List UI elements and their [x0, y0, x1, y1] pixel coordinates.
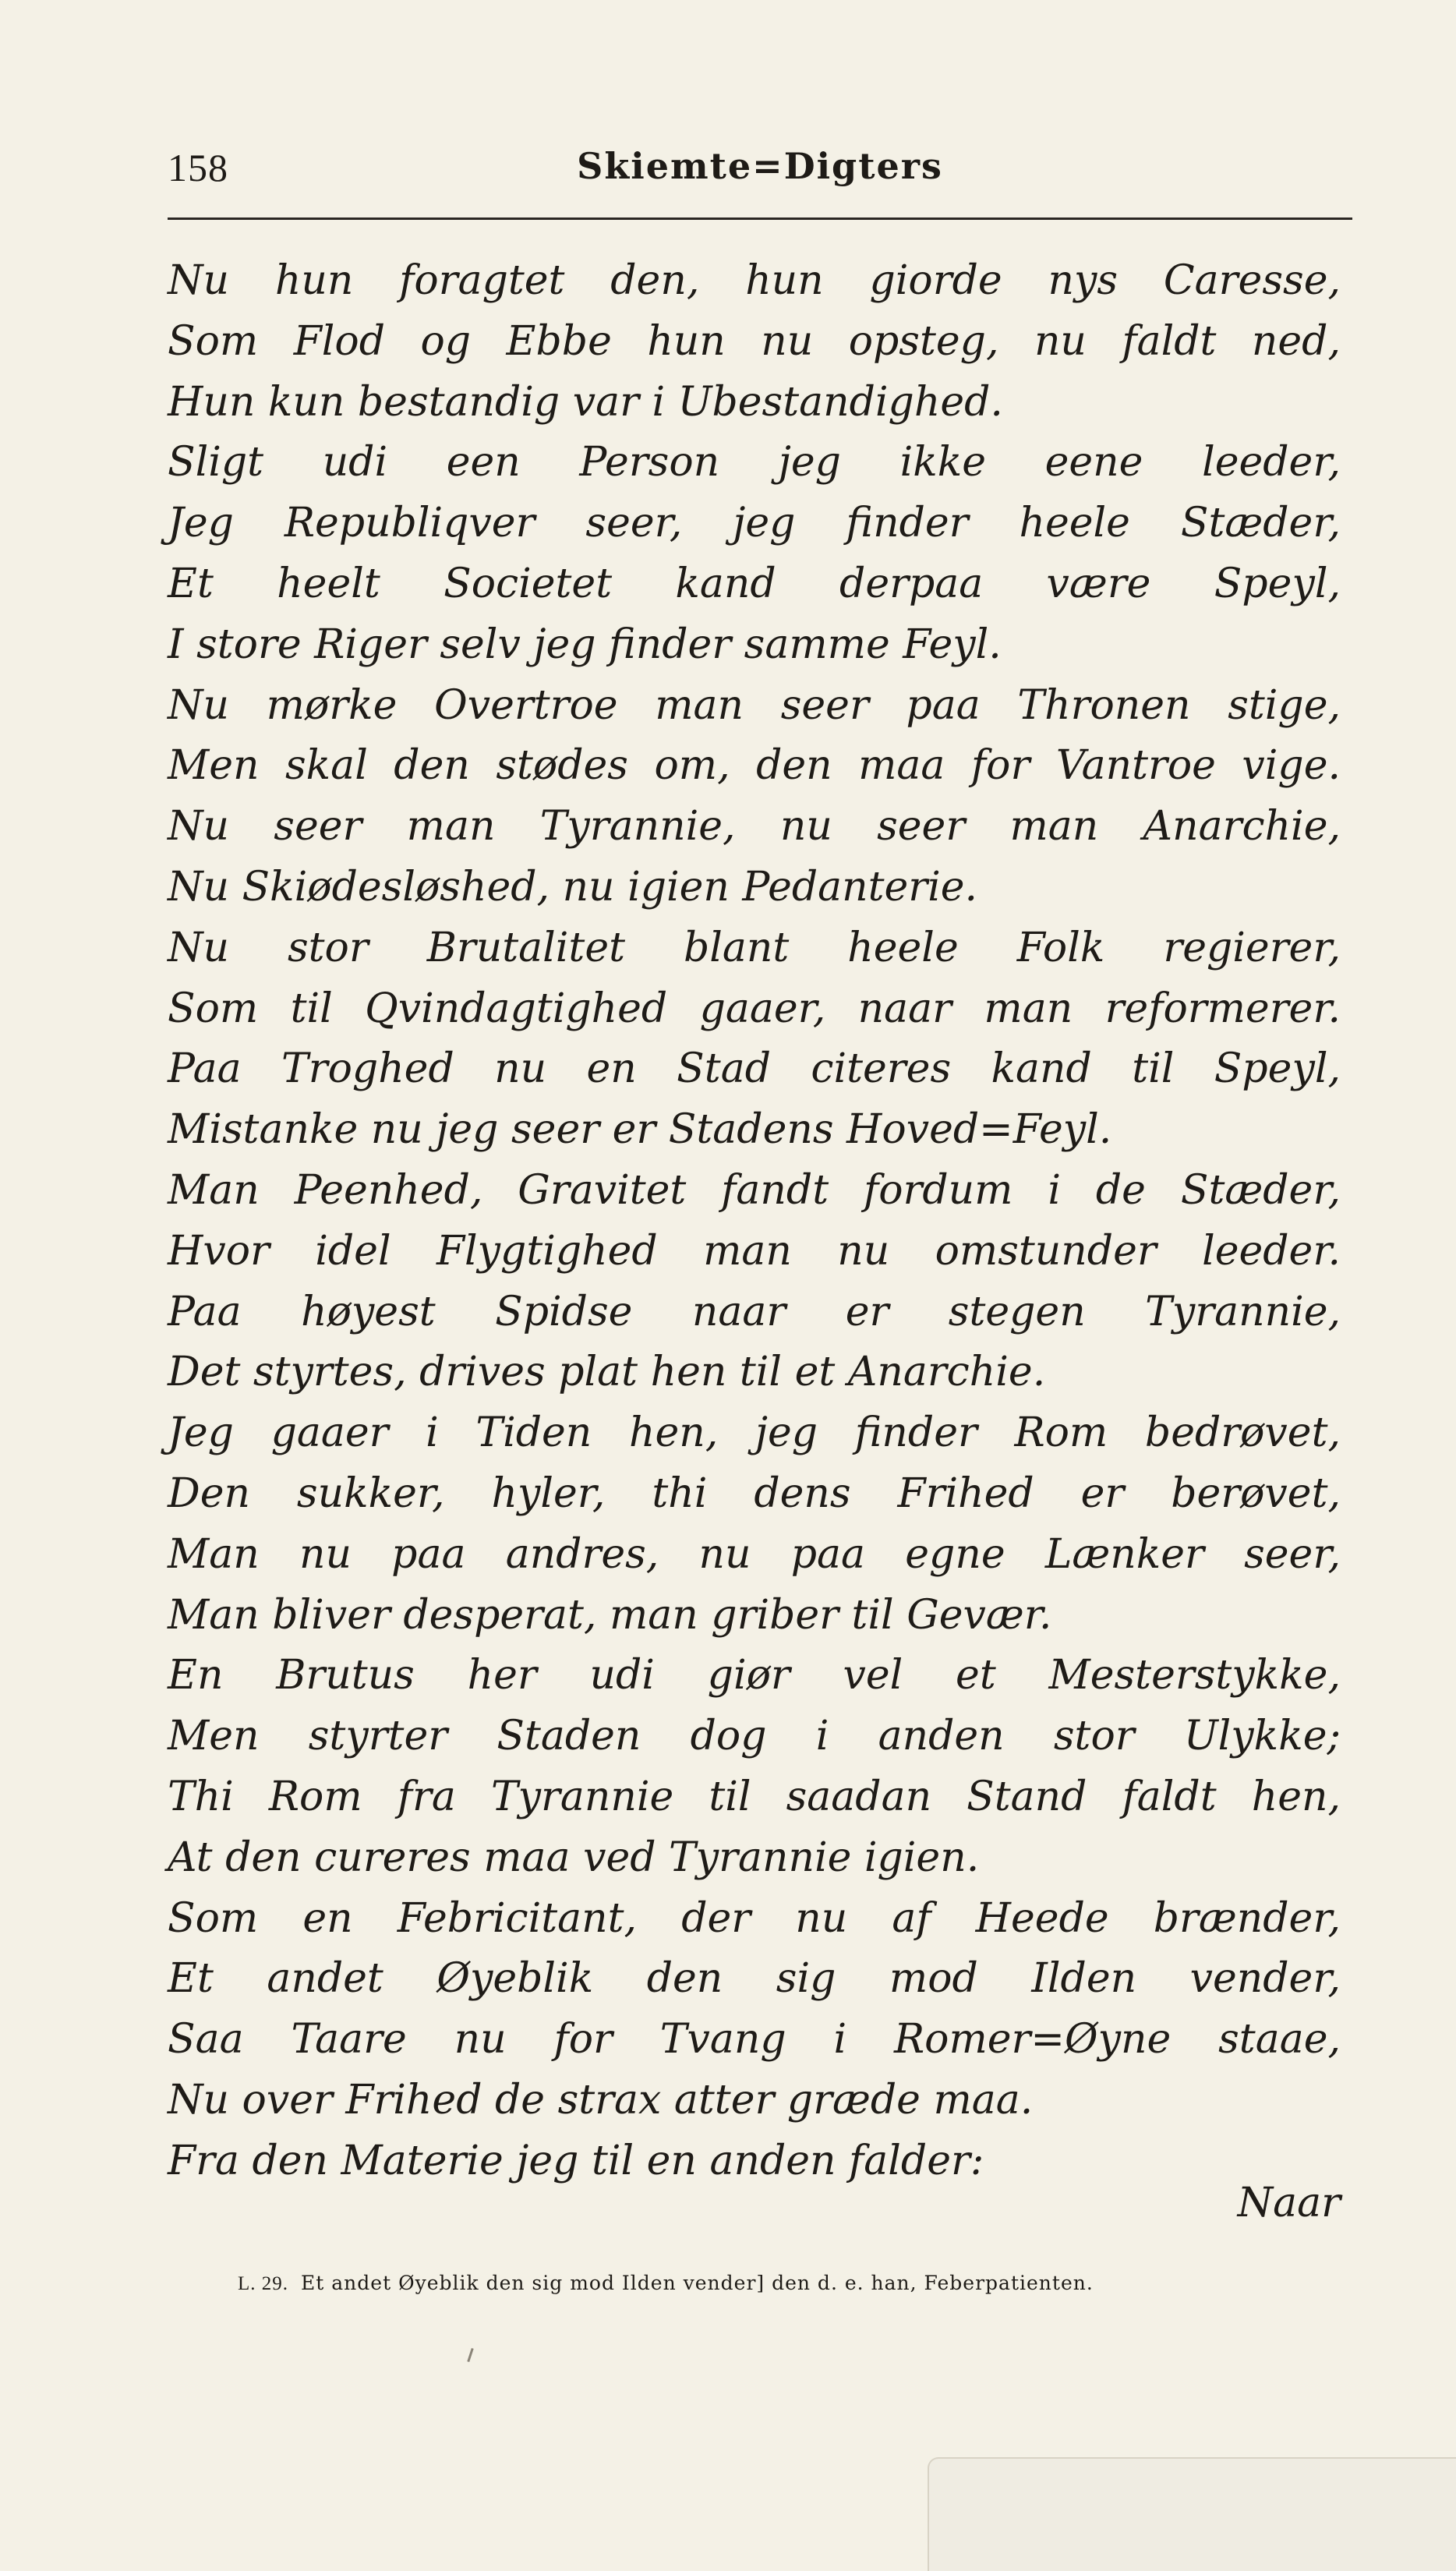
verse-line: Nu seer man Tyrannie, nu seer man Anarchie, [168, 803, 1341, 851]
catchword: Naar [1237, 2180, 1341, 2226]
verse-line: Som til Qvindagtighed gaaer, naar man reformerer. [168, 985, 1341, 1032]
header-rule [168, 217, 1352, 220]
verse-line: Som Flod og Ebbe hun nu opsteg, nu faldt ned, [168, 317, 1341, 365]
ink-speck [467, 2348, 473, 2362]
page-number: 158 [168, 146, 228, 189]
verse-line: Nu hun foragtet den, hun giorde nys Caresse, [168, 257, 1341, 304]
verse-line: Det styrtes, drives plat hen til et Anarchie. [168, 1349, 1046, 1396]
verse-line: En Brutus her udi giør vel et Mesterstykke, [168, 1652, 1341, 1699]
verse-line: Den sukker, hyler, thi dens Frihed er berøvet, [168, 1469, 1341, 1517]
verse-line: Thi Rom fra Tyrannie til saadan Stand faldt hen, [168, 1773, 1341, 1820]
verse-line: Mistanke nu jeg seer er Stadens Hoved=Feyl. [168, 1106, 1112, 1154]
scan-page-edge [928, 2457, 1456, 2571]
verse-line: Hun kun bestandig var i Ubestandighed. [168, 378, 1003, 426]
verse-line: Et andet Øyeblik den sig mod Ilden vender, [168, 1955, 1341, 2003]
footnote-reference: L. 29. [238, 2273, 289, 2294]
verse-line: At den cureres maa ved Tyrannie igien. [168, 1834, 980, 1881]
verse-line: Et heelt Societet kand derpaa være Speyl, [168, 560, 1341, 607]
verse-line: Men styrter Staden dog i anden stor Ulykke; [168, 1713, 1341, 1760]
verse-line: I store Riger selv jeg finder samme Feyl. [168, 621, 1002, 668]
verse-text [168, 251, 1341, 2192]
verse-line: Nu mørke Overtroe man seer paa Thronen stige, [168, 681, 1341, 729]
footnote [238, 2272, 1329, 2295]
verse-line: Man Peenhed, Gravitet fandt fordum i de Stæder, [168, 1166, 1341, 1214]
verse-line: Jeg Republiqver seer, jeg finder heele Stæder, [168, 500, 1341, 547]
page-header [168, 139, 1352, 209]
verse-line: Sligt udi een Person jeg ikke eene leeder, [168, 439, 1341, 486]
verse-line: Nu over Frihed de strax atter græde maa. [168, 2076, 1034, 2124]
verse-line: Hvor idel Flygtighed man nu omstunder leeder. [168, 1227, 1341, 1275]
footnote-text: Et andet Øyeblik den sig mod Ilden vender] den d. e. han, Feberpatienten. [301, 2272, 1094, 2294]
verse-line: Som en Febricitant, der nu af Heede brænder, [168, 1894, 1341, 1942]
verse-line: Nu stor Brutalitet blant heele Folk regierer, [168, 924, 1341, 971]
verse-line: Paa Troghed nu en Stad citeres kand til Speyl, [168, 1045, 1341, 1093]
verse-line: Saa Taare nu for Tvang i Romer=Øyne staae, [168, 2016, 1341, 2064]
verse-line: Men skal den stødes om, den maa for Vantroe vige. [168, 742, 1341, 790]
verse-line: Man nu paa andres, nu paa egne Lænker seer, [168, 1530, 1341, 1578]
verse-line: Nu Skiødesløshed, nu igien Pedanterie. [168, 863, 978, 911]
verse-line: Fra den Materie jeg til en anden falder: [168, 2137, 984, 2184]
verse-line: Jeg gaaer i Tiden hen, jeg finder Rom bedrøvet, [168, 1409, 1341, 1457]
verse-line: Man bliver desperat, man griber til Gevær. [168, 1591, 1052, 1639]
running-head: Skiemte=Digters [577, 145, 943, 187]
verse-line: Paa høyest Spidse naar er stegen Tyrannie, [168, 1288, 1341, 1335]
